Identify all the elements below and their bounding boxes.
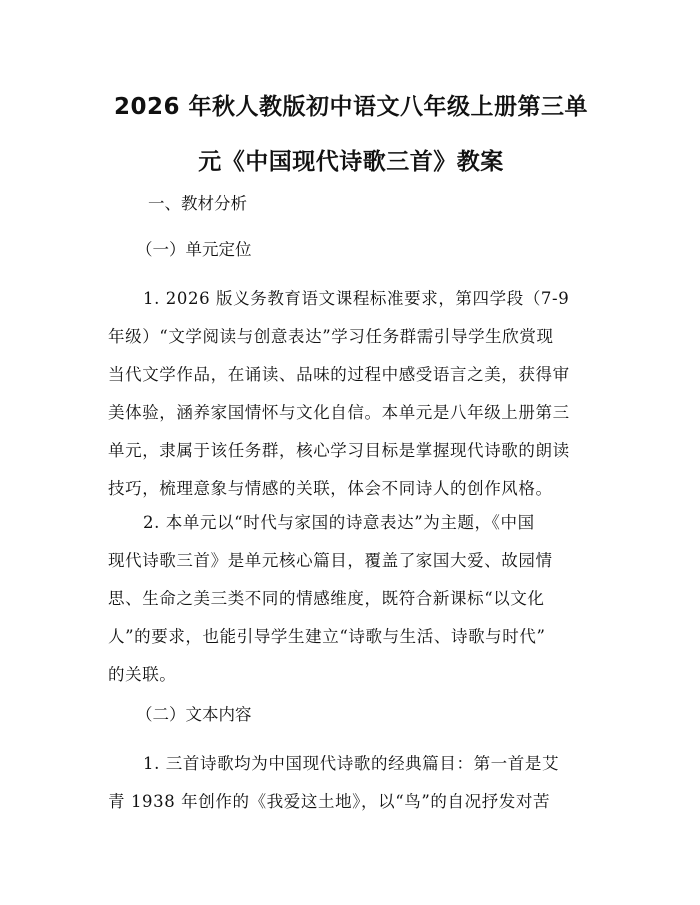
subsection-heading-text-content: （二）文本内容 <box>136 705 252 724</box>
document-title <box>96 86 606 183</box>
section-heading-textbook-analysis: 一、教材分析 <box>148 194 247 213</box>
paragraph-line: 美体验，涵养家国情怀与文化自信。本单元是八年级上册第三 <box>108 403 570 422</box>
paragraph-line: 青 1938 年创作的《我爱这土地》，以“鸟”的自况抒发对苦 <box>108 792 551 811</box>
title-line-2: 元《中国现代诗歌三首》教案 <box>198 149 504 175</box>
paragraph-line: 1. 三首诗歌均为中国现代诗歌的经典篇目：第一首是艾 <box>143 754 560 773</box>
paragraph-line: 当代文学作品，在诵读、品味的过程中感受语言之美，获得审 <box>108 365 570 384</box>
paragraph-line: 现代诗歌三首》是单元核心篇目，覆盖了家国大爱、故园情 <box>108 551 553 570</box>
paragraph-2 <box>108 511 598 701</box>
paragraph-line: 年级）“文学阅读与创意表达”学习任务群需引导学生欣赏现 <box>108 327 554 346</box>
subsection-heading-unit-positioning: （一）单元定位 <box>136 240 252 259</box>
title-line-1: 2026 年秋人教版初中语文八年级上册第三单 <box>113 94 589 120</box>
paragraph-line: 1. 2026 版义务教育语文课程标准要求，第四学段（7-9 <box>143 289 570 308</box>
paragraph-line: 单元，隶属于该任务群，核心学习目标是掌握现代诗歌的朗读 <box>108 441 570 460</box>
paragraph-line: 2. 本单元以“时代与家国的诗意表达”为主题，《中国 <box>143 513 535 532</box>
paragraph-1 <box>108 287 598 515</box>
paragraph-3 <box>108 752 598 828</box>
paragraph-line: 人”的要求，也能引导学生建立“诗歌与生活、诗歌与时代” <box>108 627 546 646</box>
paragraph-line: 的关联。 <box>108 665 177 684</box>
paragraph-line: 技巧，梳理意象与情感的关联，体会不同诗人的创作风格。 <box>108 479 553 498</box>
paragraph-line: 思、生命之美三类不同的情感维度，既符合新课标“以文化 <box>108 589 545 608</box>
